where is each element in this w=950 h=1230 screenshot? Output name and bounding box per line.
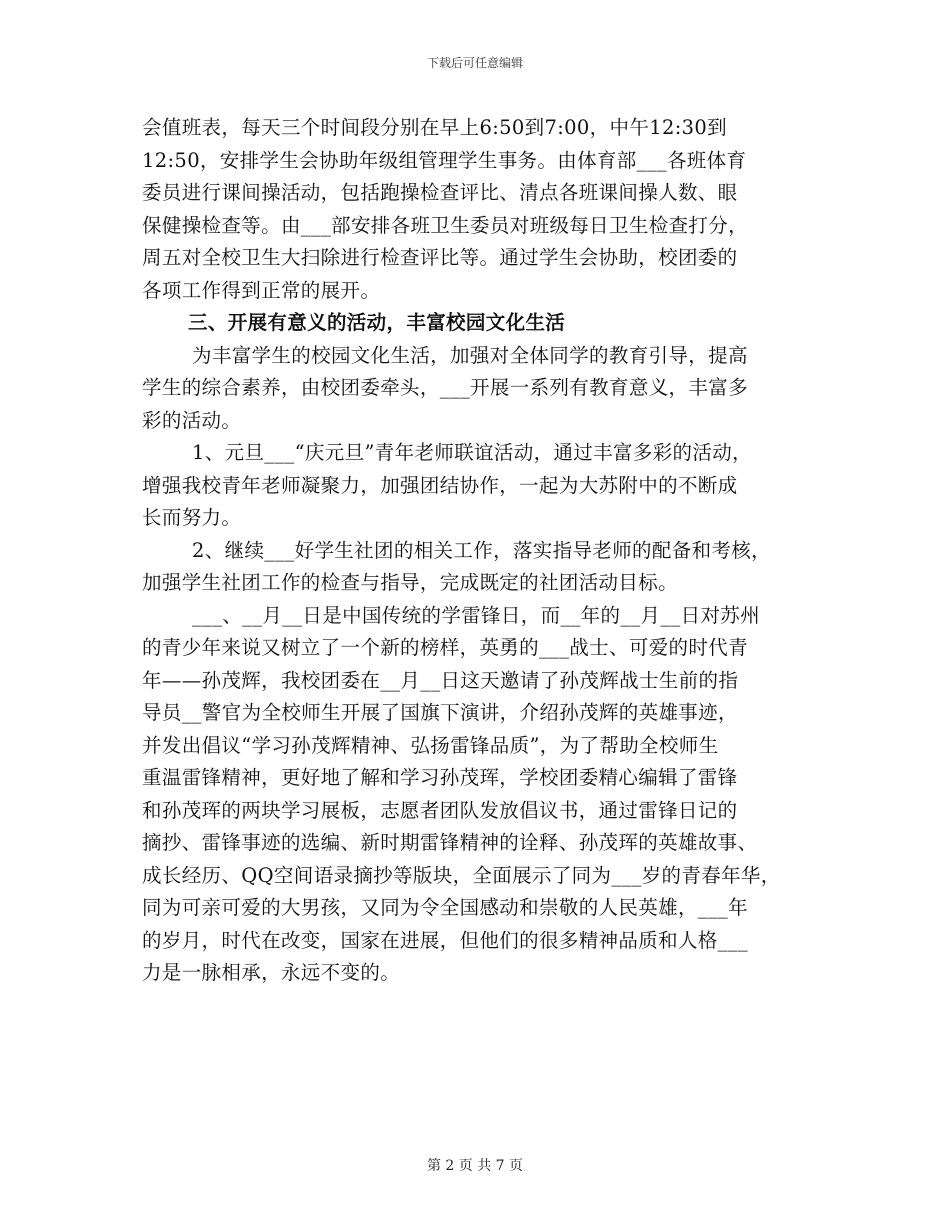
body-line: 周五对全校卫生大扫除进行检查评比等。通过学生会协助，校团委的 bbox=[142, 246, 738, 269]
body-line: 为丰富学生的校园文化生活，加强对全体同学的教育引导，提高 bbox=[192, 343, 748, 367]
document-body bbox=[142, 112, 832, 990]
body-line: 同为可亲可爱的大男孩，又同为令全国感动和崇敬的人民英雄，___年 bbox=[142, 896, 748, 919]
page-header: 下载后可任意编辑 bbox=[426, 56, 523, 70]
page-footer: 第 2 页 共 7 页 bbox=[426, 1158, 524, 1174]
body-line: 成长经历、QQ空间语录摘抄等版块，全面展示了同为___岁的青春年华， bbox=[142, 863, 781, 887]
body-line: 会值班表，每天三个时间段分别在早上6:50到7:00，中午12:30到 bbox=[142, 116, 728, 139]
body-line: 的岁月，时代在改变，国家在进展，但他们的很多精神品质和人格___ bbox=[142, 928, 748, 952]
body-line: 年——孙茂辉，我校团委在__月__日这天邀请了孙茂辉战士生前的指 bbox=[142, 668, 739, 692]
body-line: 各项工作得到正常的展开。 bbox=[142, 278, 381, 302]
body-line: 学生的综合素养，由校团委牵头，___开展一系列有教育意义，丰富多 bbox=[142, 376, 748, 399]
body-line: 加强学生社团工作的检查与指导，完成既定的社团活动目标。 bbox=[142, 571, 678, 594]
body-line: 导员__警官为全校师生开展了国旗下演讲，介绍孙茂辉的英雄事迹， bbox=[142, 701, 738, 724]
body-line: 力是一脉相承，永远不变的。 bbox=[142, 961, 401, 984]
body-line: ___、__月__日是中国传统的学雷锋日，而__年的__月__日对苏州 bbox=[192, 603, 760, 627]
body-line: 1、元旦___“庆元旦”青年老师联谊活动，通过丰富多彩的活动， bbox=[192, 441, 752, 464]
body-line: 和孙茂珲的两块学习展板，志愿者团队发放倡议书，通过雷锋日记的 bbox=[142, 798, 738, 822]
body-line: 委员进行课间操活动，包括跑操检查评比、清点各班课间操人数、眼 bbox=[142, 181, 738, 204]
body-line: 增强我校青年老师凝聚力，加强团结协作，一起为大苏附中的不断成 bbox=[142, 473, 738, 497]
body-line: 彩的活动。 bbox=[142, 408, 242, 432]
body-line: 并发出倡议“学习孙茂辉精神、弘扬雷锋品质”，为了帮助全校师生 bbox=[142, 733, 719, 757]
body-line: 摘抄、雷锋事迹的选编、新时期雷锋精神的诠释、孙茂珲的英雄故事、 bbox=[142, 831, 758, 854]
body-line: 重温雷锋精神，更好地了解和学习孙茂珲，学校团委精心编辑了雷锋 bbox=[142, 766, 738, 789]
body-line: 2、继续___好学生社团的相关工作，落实指导老师的配备和考核， bbox=[192, 538, 772, 562]
body-line: 的青少年来说又树立了一个新的榜样，英勇的___战士、可爱的时代青 bbox=[142, 636, 748, 659]
body-line: 保健操检查等。由___部安排各班卫生委员对班级每日卫生检查打分， bbox=[142, 213, 748, 237]
section-heading: 三、开展有意义的活动，丰富校园文化生活 bbox=[188, 311, 566, 334]
body-line: 长而努力。 bbox=[142, 506, 242, 529]
body-line: 12:50，安排学生会协助年级组管理学生事务。由体育部___各班体育 bbox=[142, 148, 747, 172]
